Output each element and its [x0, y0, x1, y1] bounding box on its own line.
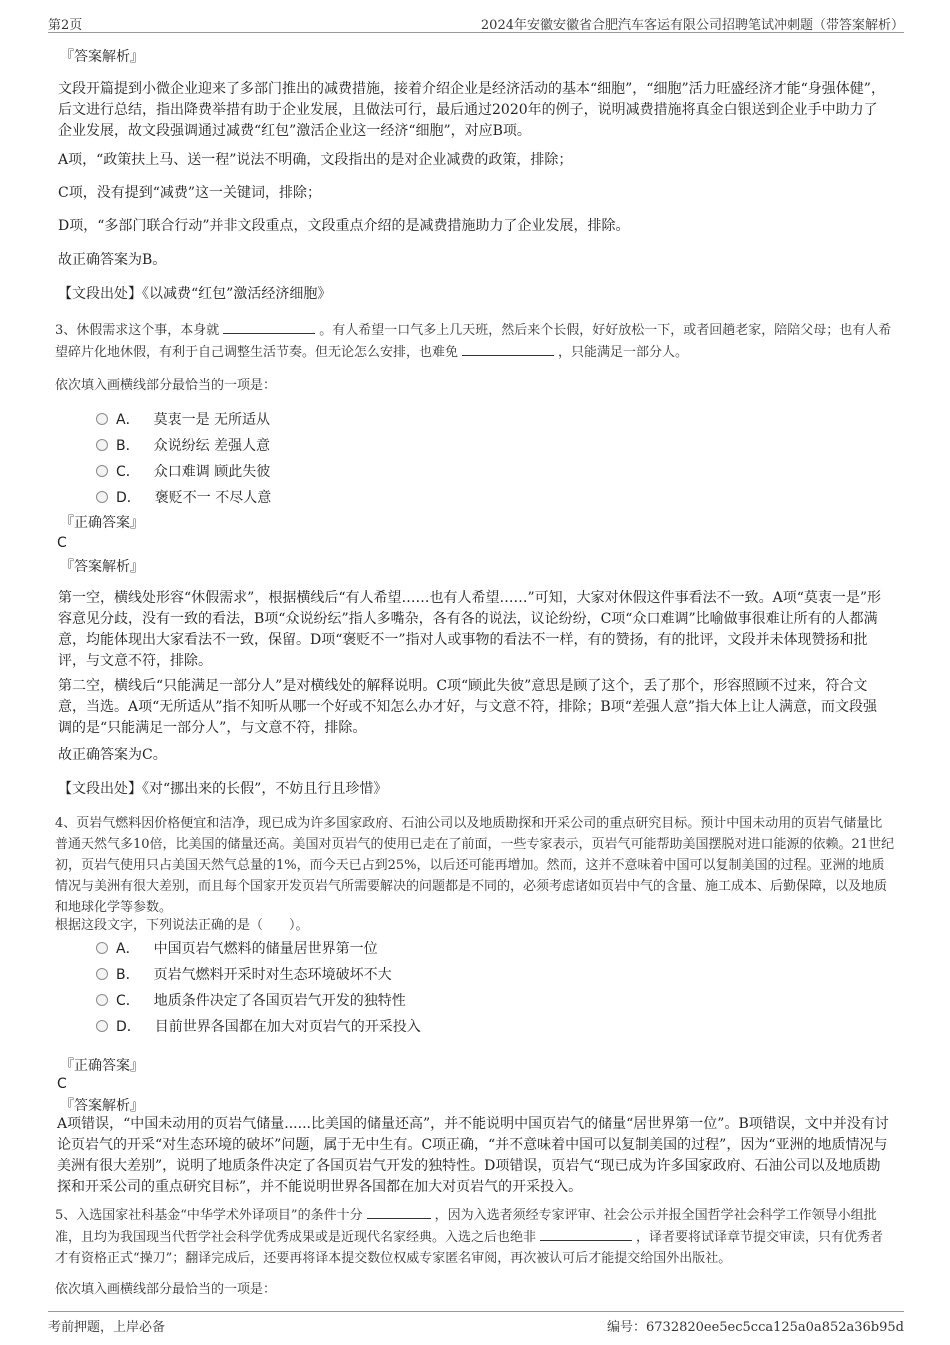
- q5-prompt: 依次填入画横线部分最恰当的一项是：: [55, 1282, 277, 1297]
- q4-correct-label: 『正确答案』: [60, 1058, 144, 1074]
- q2-analysis-label: 『答案解析』: [60, 49, 144, 65]
- blank-line: [367, 1204, 431, 1219]
- q3-option-a[interactable]: A． 莫衷一是 无所适从: [96, 407, 270, 431]
- footer-slogan: 考前押题，上岸必备: [48, 1320, 166, 1335]
- radio-icon[interactable]: [96, 994, 108, 1006]
- q3-prompt: 依次填入画横线部分最恰当的一项是：: [55, 378, 277, 393]
- q3-correct-label: 『正确答案』: [60, 515, 144, 531]
- q3-question-text: 3、休假需求这个事，本身就 。有人希望一口气多上几天班，然后来个长假，好好放松一下，或者回趟老家，陪陪父母；也有人希望碎片化地休假，有利于自己调整生活节奏。但无论怎么安排，也难免 ，只能满足一部分人。: [55, 319, 895, 363]
- q2-source: 【文段出处】《以减费“红包”激活经济细胞》: [58, 286, 332, 302]
- q5-question-text: 5、入选国家社科基金“中华学术外译项目”的条件十分 ，因为入选者须经专家评审、社会公示并报全国哲学社会科学工作领导小组批准，且均为我国现当代哲学社会科学优秀成果或是近现代名家经典。入选之后也绝非 ，译者要将试译章节提交审读，只有优秀者才有资格正式“操刀”；翻译完成后，还要再将译本提交数位权威专家匿名审阅，再次被认可后才能提交给国外出版社。: [55, 1204, 895, 1269]
- q3-analysis-p2: 第二空，横线后“只能满足一部分人”是对横线处的解释说明。C项“顾此失彼”意思是顾了这个，丢了那个，形容照顾不过来，符合文意，当选。A项“无所适从”指不知听从哪一个好或不知怎么办才好，与文意不符，排除；B项“差强人意”指大体上让人满意，而文段强调的是“只能满足一部分人”，与文意不符，排除。: [58, 678, 878, 736]
- page-header: [48, 12, 904, 33]
- q4-analysis-label: 『答案解析』: [60, 1098, 144, 1114]
- q2-answer-line: 故正确答案为B。: [58, 252, 167, 268]
- document-code: 编号：6732820ee5ec5cca125a0a852a36b95d: [607, 1320, 904, 1335]
- blank-line: [462, 341, 554, 356]
- page-number: 第2页: [48, 18, 83, 33]
- blank-line: [540, 1226, 632, 1241]
- page-footer: [48, 1311, 904, 1334]
- radio-icon[interactable]: [96, 439, 108, 451]
- q2-analysis-p1: 文段开篇提到小微企业迎来了多部门推出的减费措施，接着介绍企业是经济活动的基本“细胞”，“细胞”活力旺盛经济才能“身强体健”，后文进行总结，指出降费举措有助于企业发展，且做法可行，最后通过2020年的例子，说明减费措施将真金白银送到企业手中助力了企业发展，故文段强调通过减费“红包”激活企业这一经济“细胞”，对应B项。: [58, 81, 885, 139]
- blank-line: [223, 319, 315, 334]
- radio-icon[interactable]: [96, 465, 108, 477]
- q4-option-a[interactable]: A． 中国页岩气燃料的储量居世界第一位: [96, 936, 378, 960]
- radio-icon[interactable]: [96, 491, 108, 503]
- q2-analysis-p2: A项，“政策扶上马、送一程”说法不明确，文段指出的是对企业减费的政策，排除；: [58, 152, 573, 168]
- q4-prompt: 根据这段文字，下列说法正确的是（ ）。: [55, 918, 309, 933]
- radio-icon[interactable]: [96, 413, 108, 425]
- document-title: 2024年安徽安徽省合肥汽车客运有限公司招聘笔试冲刺题（带答案解析）: [480, 18, 904, 33]
- q4-option-c[interactable]: C． 地质条件决定了各国页岩气开发的独特性: [96, 988, 406, 1012]
- q4-correct-answer: C: [57, 1076, 67, 1092]
- radio-icon[interactable]: [96, 1020, 108, 1032]
- radio-icon[interactable]: [96, 942, 108, 954]
- q3-source: 【文段出处】《对“挪出来的长假”，不妨且行且珍惜》: [58, 781, 388, 797]
- q3-option-c[interactable]: C． 众口难调 顾此失彼: [96, 459, 270, 483]
- q2-analysis-p3: C项，没有提到“减费”这一关键词，排除；: [58, 185, 322, 201]
- q3-analysis-p1: 第一空，横线处形容“休假需求”，根据横线后“有人希望……也有人希望……”可知，大家对休假这件事看法不一致。A项“莫衷一是”形容意见分歧，没有一致的看法，B项“众说纷纭”指人多嘴杂，各有各的说法，议论纷纷，C项“众口难调”比喻做事很难让所有的人都满意，均能体现出大家看法不一致，保留。D项“褒贬不一”指对人或事物的看法不一样，有的赞扬，有的批评，文段并未体现赞扬和批评，与文意不符，排除。: [58, 590, 882, 669]
- q4-question-text: 4、页岩气燃料因价格便宜和洁净，现已成为许多国家政府、石油公司以及地质勘探和开采公司的重点研究目标。预计中国未动用的页岩气储量比普通天然气多10倍，比美国的储量还高。美国对页岩气的使用已走在了前面，一些专家表示，页岩气可能帮助美国摆脱对进口能源的依赖。21世纪初，页岩气使用只占美国天然气总量的1%，而今天已占到25%，以后还可能再增加。然而，这并不意味着中国可以复制美国的过程。亚洲的地质情况与美洲有很大差别，而且每个国家开发页岩气所需要解决的问题都是不同的，必须考虑诸如页岩中气的含量、施工成本、后勤保障，以及地质和地球化学等参数。: [55, 816, 895, 915]
- q3-option-b[interactable]: B． 众说纷纭 差强人意: [96, 433, 270, 457]
- q2-analysis-p4: D项，“多部门联合行动”并非文段重点，文段重点介绍的是减费措施助力了企业发展，排除。: [58, 218, 630, 234]
- q4-analysis: A项错误，“中国未动用的页岩气储量......比美国的储量还高”，并不能说明中国页岩气的储量“居世界第一位”。B项错误，文中并没有讨论页岩气的开采“对生态环境的破坏”问题，属于无中生有。C项正确，“并不意味着中国可以复制美国的过程”，因为“亚洲的地质情况与美洲有很大差别”，说明了地质条件决定了各国页岩气开发的独特性。D项错误，页岩气“现已成为许多国家政府、石油公司以及地质勘探和开采公司的重点研究目标”，并不能说明世界各国都在加大对页岩气的开采投入。: [57, 1116, 889, 1195]
- q3-analysis-label: 『答案解析』: [60, 559, 144, 575]
- q4-option-b[interactable]: B． 页岩气燃料开采时对生态环境破坏不大: [96, 962, 392, 986]
- radio-icon[interactable]: [96, 968, 108, 980]
- q3-option-d[interactable]: D． 褒贬不一 不尽人意: [96, 485, 271, 509]
- q3-answer-line: 故正确答案为C。: [58, 747, 167, 763]
- q3-correct-answer: C: [57, 535, 67, 551]
- q4-option-d[interactable]: D． 目前世界各国都在加大对页岩气的开采投入: [96, 1014, 421, 1038]
